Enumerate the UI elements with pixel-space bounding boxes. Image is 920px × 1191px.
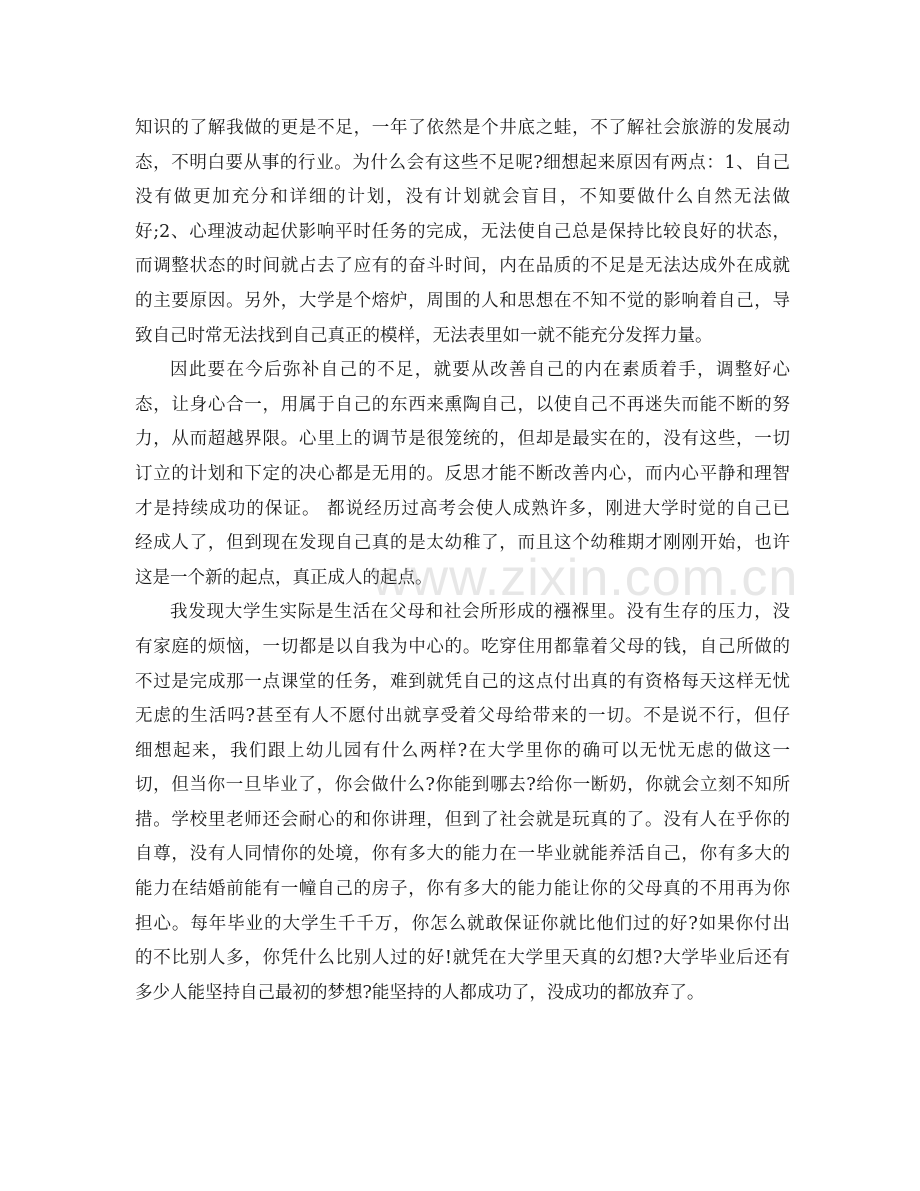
paragraph-1 <box>135 111 790 353</box>
text-line: 担心。每年毕业的大学生千千万，你怎么就敢保证你就比他们过的好?如果你付出 <box>135 913 790 934</box>
text-line: 因此要在今后弥补自己的不足，就要从改善自己的内在素质着手，调整好心 <box>170 360 790 381</box>
text-line: 致自己时常无法找到自己真正的模样，无法表里如一就不能充分发挥力量。 <box>135 325 713 346</box>
text-line: 自尊，没有人同情你的处境，你有多大的能力在一毕业就能养活自己，你有多大的 <box>135 844 790 865</box>
text-line: 态，让身心合一，用属于自己的东西来熏陶自己，以使自己不再迷失而能不断的努 <box>135 394 790 415</box>
text-line: 措。学校里老师还会耐心的和你讲理，但到了社会就是玩真的了。没有人在乎你的 <box>135 809 790 830</box>
text-line: 没有做更加充分和详细的计划，没有计划就会盲目，不知要做什么自然无法做 <box>135 187 790 208</box>
text-line: 订立的计划和下定的决心都是无用的。反思才能不断改善内心，而内心平静和理智 <box>135 463 790 484</box>
text-line: 能力在结婚前能有一幢自己的房子，你有多大的能力能让你的父母真的不用再为你 <box>135 879 790 900</box>
text-line: 才是持续成功的保证。 都说经历过高考会使人成熟许多，刚进大学时觉的自己已 <box>135 498 790 519</box>
text-line: 有家庭的烦恼，一切都是以自我为中心的。吃穿住用都靠着父母的钱，自己所做的 <box>135 636 790 657</box>
text-line: 切，但当你一旦毕业了，你会做什么?你能到哪去?给你一断奶，你就会立刻不知所 <box>135 775 790 796</box>
text-line: 态，不明白要从事的行业。为什么会有这些不足呢?细想起来原因有两点：1、自己 <box>135 152 790 173</box>
text-line: 多少人能坚持自己最初的梦想?能坚持的人都成功了，没成功的都放弃了。 <box>135 982 705 1003</box>
text-line: 的不比别人多，你凭什么比别人过的好!就凭在大学里天真的幻想?大学毕业后还有 <box>135 948 790 969</box>
text-line: 我发现大学生实际是生活在父母和社会所形成的襁褓里。没有生存的压力，没 <box>170 602 790 623</box>
text-line: 而调整状态的时间就占去了应有的奋斗时间，内在品质的不足是无法达成外在成就 <box>135 256 790 277</box>
text-line: 好;2、心理波动起伏影响平时任务的完成，无法使自己总是保持比较良好的状态， <box>135 221 790 242</box>
text-line: 知识的了解我做的更是不足，一年了依然是个井底之蛙，不了解社会旅游的发展动 <box>135 118 790 138</box>
text-line: 这是一个新的起点，真正成人的起点。 <box>135 567 433 588</box>
text-line: 不过是完成那一点课堂的任务，难到就凭自己的这点付出真的有资格每天这样无忧 <box>135 671 790 692</box>
paragraph-3 <box>135 595 790 1010</box>
text-line: 的主要原因。另外，大学是个熔炉，周围的人和思想在不知不觉的影响着自己，导 <box>135 290 790 311</box>
text-line: 经成人了，但到现在发现自己真的是太幼稚了，而且这个幼稚期才刚刚开始，也许 <box>135 533 790 554</box>
watermark: www.zixin.com.cn <box>372 549 799 607</box>
text-line: 细想起来，我们跟上幼儿园有什么两样?在大学里你的确可以无忧无虑的做这一 <box>135 740 790 761</box>
text-line: 力，从而超越界限。心里上的调节是很笼统的，但却是最实在的，没有这些，一切 <box>135 429 790 450</box>
text-line: 无虑的生活吗?甚至有人不愿付出就享受着父母给带来的一切。不是说不行，但仔 <box>135 706 790 727</box>
